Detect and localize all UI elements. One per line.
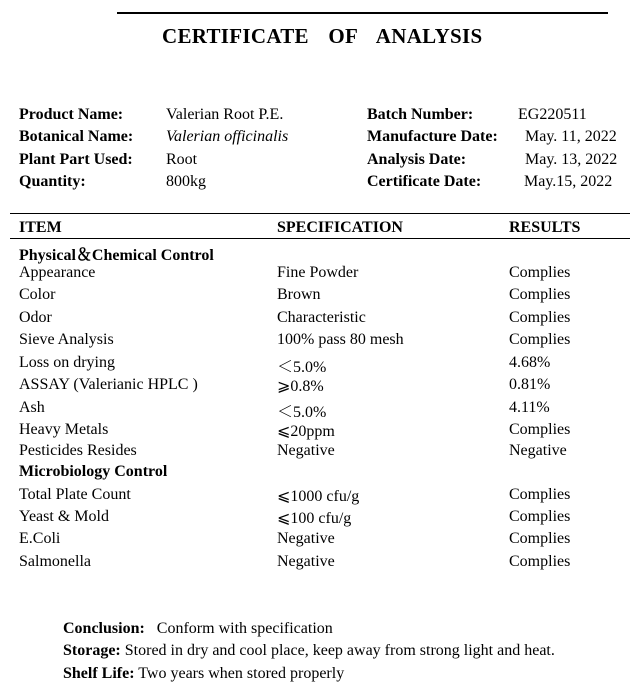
row-item: Appearance <box>19 264 96 281</box>
row-specification: ＜5.0% <box>277 404 327 421</box>
column-header-results: RESULTS <box>509 219 581 236</box>
product-name-value: Valerian Root P.E. <box>166 106 284 123</box>
top-rule <box>117 12 608 14</box>
conclusion-label: Conclusion: <box>63 620 145 637</box>
analysis-date-value: May. 13, 2022 <box>525 151 618 168</box>
botanical-name-value: Valerian officinalis <box>166 128 289 145</box>
row-specification: Negative <box>277 530 335 547</box>
row-item: Total Plate Count <box>19 486 131 503</box>
certificate-date-label: Certificate Date: <box>367 173 482 190</box>
plant-part-value: Root <box>166 151 198 168</box>
row-result: 4.68% <box>509 354 551 371</box>
row-specification: ＜5.0% <box>277 359 327 376</box>
document-title: CERTIFICATE OF ANALYSIS <box>162 24 483 48</box>
conclusion-line <box>63 620 333 638</box>
row-specification: Fine Powder <box>277 264 359 281</box>
row-result: Complies <box>509 508 571 525</box>
batch-number-label: Batch Number: <box>367 106 474 123</box>
row-result: Complies <box>509 264 571 281</box>
row-specification: Negative <box>277 442 335 459</box>
row-specification: Characteristic <box>277 309 366 326</box>
row-specification: ⩽100 cfu/g <box>277 510 352 527</box>
section-title-physical-chemical: Physical＆Chemical Control <box>19 247 214 264</box>
row-result: Complies <box>509 309 571 326</box>
analysis-date-label: Analysis Date: <box>367 151 467 168</box>
batch-number-value: EG220511 <box>518 106 587 123</box>
section-title-microbiology: Microbiology Control <box>19 463 168 480</box>
manufacture-date-value: May. 11, 2022 <box>525 128 617 145</box>
row-specification: Negative <box>277 553 335 570</box>
row-specification: ⩾0.8% <box>277 378 324 395</box>
quantity-label: Quantity: <box>19 173 86 190</box>
row-item: E.Coli <box>19 530 61 547</box>
row-item: Pesticides Resides <box>19 442 137 459</box>
row-result: Complies <box>509 553 571 570</box>
row-item: Salmonella <box>19 553 91 570</box>
storage-value: Stored in dry and cool place, keep away from strong light and heat. <box>124 642 555 659</box>
table-top-rule <box>10 213 630 214</box>
row-item: Ash <box>19 399 45 416</box>
row-item: Color <box>19 286 56 303</box>
row-item: Odor <box>19 309 52 326</box>
botanical-name-label: Botanical Name: <box>19 128 134 145</box>
storage-label: Storage: <box>63 642 121 659</box>
row-specification: ⩽1000 cfu/g <box>277 488 360 505</box>
product-name-label: Product Name: <box>19 106 124 123</box>
quantity-value: 800kg <box>166 173 206 190</box>
row-result: Complies <box>509 530 571 547</box>
row-item: Yeast & Mold <box>19 508 109 525</box>
conclusion-value: Conform with specification <box>156 620 333 637</box>
table-header-rule <box>10 238 630 239</box>
storage-line <box>63 642 555 660</box>
row-specification: ⩽20ppm <box>277 423 335 440</box>
certificate-date-value: May.15, 2022 <box>524 173 613 190</box>
row-result: Complies <box>509 421 571 438</box>
row-result: Negative <box>509 442 567 459</box>
row-result: Complies <box>509 331 571 348</box>
column-header-item: ITEM <box>19 219 62 236</box>
row-specification: 100% pass 80 mesh <box>277 331 404 348</box>
row-result: Complies <box>509 486 571 503</box>
plant-part-label: Plant Part Used: <box>19 151 133 168</box>
column-header-specification: SPECIFICATION <box>277 219 403 236</box>
row-result: 4.11% <box>509 399 550 416</box>
manufacture-date-label: Manufacture Date: <box>367 128 498 145</box>
row-result: 0.81% <box>509 376 551 393</box>
row-item: Heavy Metals <box>19 421 109 438</box>
shelf-life-value: Two years when stored properly <box>138 665 345 682</box>
row-item: ASSAY (Valerianic HPLC ) <box>19 376 198 393</box>
row-specification: Brown <box>277 286 321 303</box>
row-item: Sieve Analysis <box>19 331 114 348</box>
row-item: Loss on drying <box>19 354 115 371</box>
row-result: Complies <box>509 286 571 303</box>
shelf-life-line <box>63 665 344 683</box>
shelf-life-label: Shelf Life: <box>63 665 135 682</box>
